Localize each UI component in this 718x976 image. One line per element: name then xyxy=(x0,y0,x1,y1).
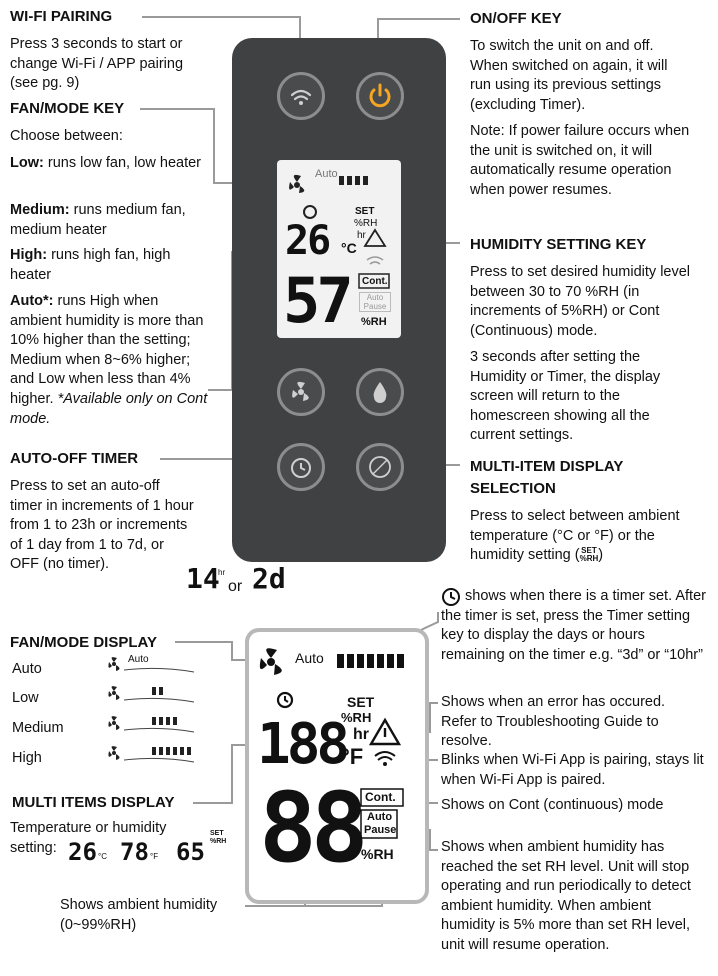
fan-level-bars xyxy=(339,176,368,185)
fan-level-illustrations xyxy=(104,652,204,772)
timer-icon xyxy=(278,693,292,707)
timer-example-days: 2d xyxy=(252,562,286,595)
fan-icon xyxy=(289,175,304,193)
fan-icon xyxy=(280,371,322,413)
fanmode-medium: Medium: runs medium fan, medium heater xyxy=(10,202,186,238)
lcd-temperature: 26 xyxy=(285,218,330,264)
lcd-auto-pause: Auto Pause xyxy=(359,292,391,312)
lcd-rh-label: %RH xyxy=(361,316,387,328)
fanmode-auto: Auto*: runs High when ambient humidity is more than 10% higher than the setting; Medium when 8~6% higher; and Low when less than 4% higher. *Available only on Cont mode. xyxy=(10,293,208,427)
fan-icon xyxy=(108,716,119,730)
multi-key-rh: %RH xyxy=(579,554,599,564)
wifi-icon xyxy=(375,752,395,760)
lcd-big-auto: Auto xyxy=(295,650,324,666)
timer-title: AUTO-OFF TIMER xyxy=(10,450,139,467)
lcd-preview xyxy=(277,160,401,338)
lcd-cont-label: Cont. xyxy=(362,276,388,287)
multi-example-temp-c: 26 xyxy=(68,838,97,866)
multi-example-humidity: 65 xyxy=(176,838,205,866)
lcd-big-hr: hr xyxy=(353,726,369,743)
fan-icon xyxy=(108,686,119,700)
wifi-title: WI-FI PAIRING xyxy=(10,8,113,25)
lcd-big-cont: Cont. xyxy=(365,790,396,804)
multi-display-title: MULTI ITEMS DISPLAY xyxy=(12,794,175,811)
lcd-big-temp-unit: °F xyxy=(341,744,364,769)
multi-key-set: SET xyxy=(581,546,597,556)
multi-example-unit-c: °C xyxy=(98,852,107,861)
onoff-note: Note: If power failure occurs when the unit is switched on, it will automatically resume operation when power resumes. xyxy=(470,123,690,198)
lcd-hr-label: hr xyxy=(357,230,366,241)
humidity-key-body: Press to set desired humidity level between 30 to 70 %RH (in increments of 5%RH) or Cont (Continuous) mode. xyxy=(470,264,691,339)
fan-mode-button[interactable] xyxy=(277,368,325,416)
onoff-body: To switch the unit on and off. When switched on again, it will run using its previous settings (excluding Timer). xyxy=(470,38,668,113)
fan-icon xyxy=(108,657,119,671)
power-icon xyxy=(359,75,401,117)
fan-icon xyxy=(108,746,119,760)
lcd-big-humidity: 88 xyxy=(259,772,363,884)
fan-level-bars xyxy=(337,654,404,668)
fanmode-title: FAN/MODE KEY xyxy=(10,100,125,117)
humidity-button[interactable] xyxy=(356,368,404,416)
lcd-set-label: SET xyxy=(355,206,375,217)
note-wifi: Blinks when Wi-Fi App is pairing, stays lit when Wi-Fi App is paired. xyxy=(441,752,704,788)
fan-display-auto: Auto xyxy=(12,661,42,677)
lcd-big-set: SET xyxy=(347,694,375,710)
multi-key-title: MULTI-ITEM DISPLAY SELECTION xyxy=(470,458,624,497)
lcd-humidity: 57 xyxy=(283,264,350,337)
wifi-icon xyxy=(367,257,383,264)
timer-body: Press to set an auto-off timer in increments of 1 hour from 1 to 23h or increments of 1 day from 1 to 7d, or OFF (no timer). xyxy=(10,478,194,573)
multi-display-examples xyxy=(68,830,238,872)
fan-display-medium: Medium xyxy=(12,720,64,736)
timer-icon xyxy=(304,206,316,218)
fan-illustration-auto-label: Auto xyxy=(128,654,149,665)
lcd-big-temperature: 188 xyxy=(257,712,347,777)
lcd-big-rh-small: %RH xyxy=(341,710,372,725)
note-timer: shows when there is a timer set. After the timer is set, press the Timer setting key to display the days or hours remaining on the timer e.g. “3d” or “10hr” xyxy=(441,588,706,663)
timer-example-hours: 14 xyxy=(186,562,220,595)
lcd-detail xyxy=(245,628,429,904)
warning-icon xyxy=(365,230,385,246)
lcd-temp-unit: °C xyxy=(341,240,357,256)
fan-display-low: Low xyxy=(12,690,39,706)
multi-key-body: Press to select between ambient temperature (°C or °F) or the humidity setting ( SET %RH) xyxy=(470,508,680,564)
fanmode-low: Low: runs low fan, low heater xyxy=(10,155,201,171)
wifi-icon xyxy=(280,75,322,117)
note-error: Shows when an error has occured. Refer to Troubleshooting Guide to resolve. xyxy=(441,694,666,750)
onoff-title: ON/OFF KEY xyxy=(470,10,562,27)
fan-display-title: FAN/MODE DISPLAY xyxy=(10,634,157,651)
timer-icon xyxy=(280,446,322,488)
timer-button[interactable] xyxy=(277,443,325,491)
fanmode-high: High: runs high fan, high heater xyxy=(10,247,171,283)
lcd-big-rh: %RH xyxy=(361,846,394,862)
timer-example-hr-unit: hr xyxy=(218,568,226,577)
droplet-icon xyxy=(359,371,401,413)
lcd-rh-small: %RH xyxy=(354,218,378,229)
note-ambient: Shows ambient humidity (0~99%RH) xyxy=(60,897,218,933)
humidity-key-body2: 3 seconds after setting the Humidity or Timer, the display screen will return to the homescreen showing all the current settings. xyxy=(470,349,661,444)
note-cont: Shows on Cont (continuous) mode xyxy=(441,797,664,813)
display-select-icon xyxy=(359,446,401,488)
multi-display-button[interactable] xyxy=(356,443,404,491)
lcd-big-pause: Pause xyxy=(364,824,397,836)
note-autopause: Shows when ambient humidity has reached the set RH level. Unit will stop operating and run periodically to detect ambient humidity. When ambient humidity is 5% more than set RH level, unit will resume operation. xyxy=(441,839,691,953)
power-button[interactable] xyxy=(356,72,404,120)
lcd-auto-label: Auto xyxy=(315,168,338,180)
fan-display-high: High xyxy=(12,750,42,766)
multi-example-set: SET xyxy=(210,830,224,837)
multi-display-body: Temperature or humidity setting: xyxy=(10,820,167,856)
timer-example-or: or xyxy=(228,578,243,595)
fan-icon xyxy=(260,648,282,675)
lcd-big-auto-label: Auto xyxy=(367,811,393,823)
multi-example-rh: %RH xyxy=(210,838,227,845)
multi-example-temp-f: 78 xyxy=(120,838,149,866)
wifi-body: Press 3 seconds to start or change Wi-Fi / APP pairing (see pg. 9) xyxy=(10,36,184,92)
wifi-button[interactable] xyxy=(277,72,325,120)
fanmode-intro: Choose between: xyxy=(10,128,123,144)
humidity-key-title: HUMIDITY SETTING KEY xyxy=(470,236,647,253)
multi-example-unit-f: °F xyxy=(150,852,159,861)
